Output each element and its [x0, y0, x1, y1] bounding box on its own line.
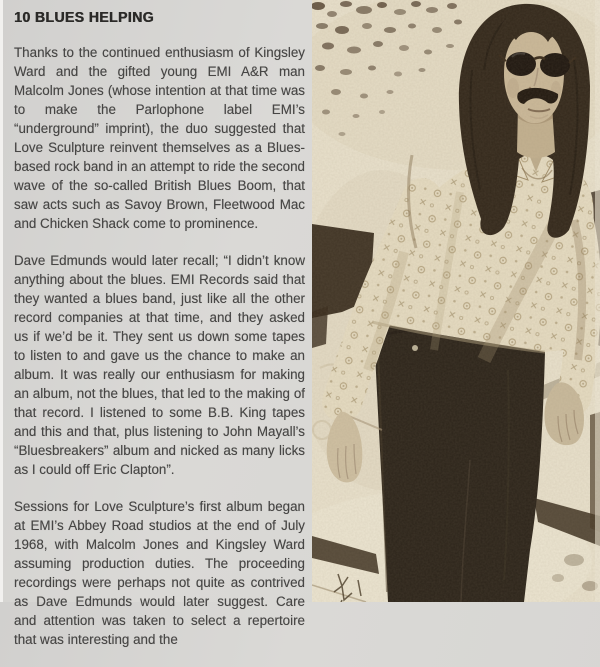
liner-notes-column [14, 8, 305, 667]
body-paragraph-1: Thanks to the continued enthusiasm of Kingsley Ward and the gifted young EMI A&R man Malcolm Jones (whose intention at that time was to make the Parlophone label EMI’s “underground” imprint), the duo suggested that Love Sculpture reinvent themselves as a Blues-based rock band in an attempt to ride the second wave of the so-called British Blues Boom, that saw acts such as Savoy Brown, Fleetwood Mac and Chicken Shack come to prominence. [14, 45, 305, 231]
body-paragraph-3: Sessions for Love Sculpture’s first album began at EMI’s Abbey Road studios at the end of July 1968, with Malcolm Jones and Kingsley Ward assuming production duties. The proceeding recordings were perhaps not quite as contrived as Dave Edmunds would later suggest. Care and attention was taken to select a repertoire that was interesting and the [14, 499, 305, 647]
booklet-photo [312, 0, 600, 602]
page-title: 10 BLUES HELPING [14, 10, 154, 26]
body-paragraph-2: Dave Edmunds would later recall; “I didn’t know anything about the blues. EMI Records said that they wanted a blues band, just like all the other record companies at that time, and they asked us if we’d be it. They sent us down some tapes to listen to and gave us the chance to make an album. It was really our enthusiasm for making an album, not the blues, that led to the making of that record. I listened to some B.B. King tapes and this and that, plus listening to John Mayall’s “Bluesbreakers” album and nicked as many licks as I could off Eric Clapton”. [14, 253, 305, 477]
scan-edge-artifact [0, 0, 3, 602]
photo-grain-overlay [312, 0, 600, 602]
